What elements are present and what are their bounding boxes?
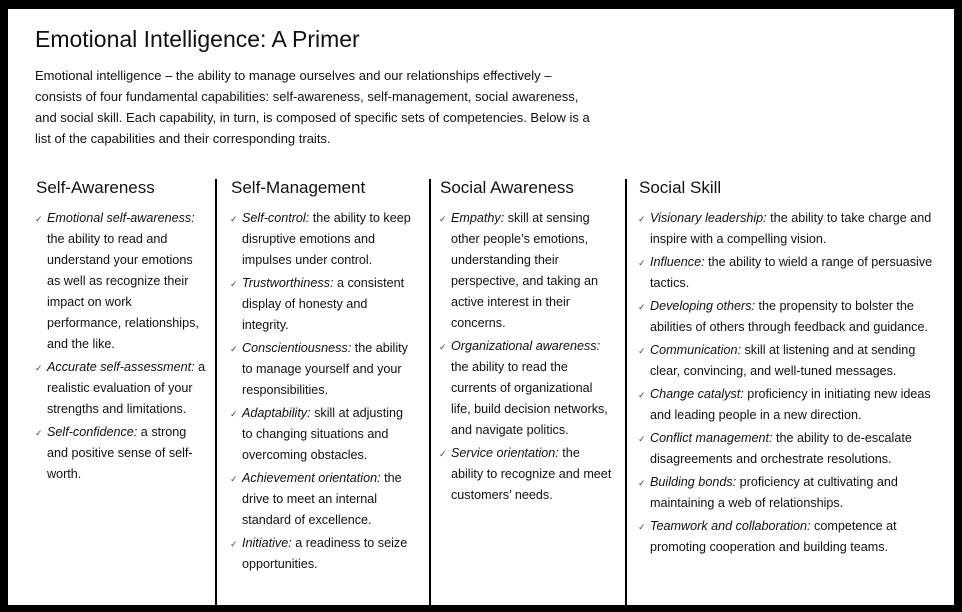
trait-term: Communication:: [650, 343, 741, 357]
trait-description: the ability to read and understand your emotions as well as recognize their impact on work performance, relationships, and the like.: [47, 232, 199, 351]
check-mark-icon: ✓: [230, 539, 238, 549]
trait-description: a strong and positive sense of self-worth.: [47, 425, 193, 481]
check-mark-icon: ✓: [439, 342, 447, 352]
intro-paragraph: Emotional intelligence – the ability to manage ourselves and our relationships effectively – consists of four fundamental capabilities: self-awareness, self-management, social awareness, and social skill. Each capability, in turn, is composed of specific sets of competencies. Below is a list of the capabilities and their corresponding traits.: [35, 68, 590, 146]
column-heading: Self-Management: [231, 178, 366, 197]
trait-item: [639, 296, 939, 338]
trait-description: skill at adjusting to changing situations and overcoming obstacles.: [242, 406, 404, 462]
trait-description: the ability to read the currents of organizational life, build decision networks, and navigate politics.: [451, 360, 608, 437]
trait-list: [440, 208, 612, 506]
trait-item: [231, 468, 411, 531]
trait-item: [231, 273, 411, 336]
trait-description: a realistic evaluation of your strengths and limitations.: [47, 360, 206, 416]
trait-description: skill at sensing other people’s emotions, understanding their perspective, and taking an active interest in their concerns.: [451, 211, 599, 330]
column-heading: Self-Awareness: [36, 178, 155, 197]
trait-item: [639, 252, 939, 294]
trait-item: [639, 208, 939, 250]
column-social-skill: [639, 177, 939, 560]
trait-description: the ability to de-escalate disagreements and orchestrate resolutions.: [650, 431, 912, 466]
trait-term: Initiative:: [242, 536, 292, 550]
trait-description: skill at listening and at sending clear, convincing, and well-tuned messages.: [650, 343, 916, 378]
check-mark-icon: ✓: [230, 214, 238, 224]
trait-description: a readiness to seize opportunities.: [242, 536, 408, 571]
trait-term: Influence:: [650, 255, 705, 269]
trait-term: Self-control:: [242, 211, 310, 225]
trait-item: [231, 208, 411, 271]
trait-term: Conscientiousness:: [242, 341, 352, 355]
trait-list: [231, 208, 411, 575]
trait-item: [231, 338, 411, 401]
column-heading: Social Skill: [639, 178, 722, 197]
check-mark-icon: ✓: [638, 390, 646, 400]
trait-term: Empathy:: [451, 211, 505, 225]
trait-term: Adaptability:: [242, 406, 311, 420]
trait-list: [36, 208, 208, 485]
column-self-awareness: [36, 177, 208, 487]
trait-term: Building bonds:: [650, 475, 737, 489]
trait-description: the propensity to bolster the abilities of others through feedback and guidance.: [650, 299, 928, 334]
trait-description: proficiency at cultivating and maintaining a web of relationships.: [650, 475, 898, 510]
trait-description: the ability to keep disruptive emotions and impulses under control.: [242, 211, 411, 267]
trait-item: [36, 208, 208, 355]
trait-term: Accurate self-assessment:: [47, 360, 195, 374]
page-title: Emotional Intelligence: A Primer: [35, 26, 360, 52]
trait-description: the drive to meet an internal standard of excellence.: [242, 471, 402, 527]
column-divider: [429, 179, 431, 607]
column-heading: Social Awareness: [440, 178, 574, 197]
trait-description: a consistent display of honesty and integrity.: [242, 276, 405, 332]
trait-item: [231, 533, 411, 575]
column-divider: [215, 179, 217, 607]
trait-list: [639, 208, 939, 558]
check-mark-icon: ✓: [638, 302, 646, 312]
check-mark-icon: ✓: [439, 214, 447, 224]
check-mark-icon: ✓: [638, 522, 646, 532]
check-mark-icon: ✓: [35, 363, 43, 373]
trait-term: Achievement orientation:: [242, 471, 381, 485]
trait-description: the ability to manage yourself and your responsibilities.: [242, 341, 408, 397]
trait-term: Service orientation:: [451, 446, 559, 460]
check-mark-icon: ✓: [638, 478, 646, 488]
trait-term: Self-confidence:: [47, 425, 138, 439]
trait-description: proficiency in initiating new ideas and leading people in a new direction.: [650, 387, 931, 422]
check-mark-icon: ✓: [230, 279, 238, 289]
trait-item: [639, 384, 939, 426]
trait-term: Emotional self-awareness:: [47, 211, 195, 225]
trait-term: Organizational awareness:: [451, 339, 601, 353]
trait-item: [440, 443, 612, 506]
column-self-management: [231, 177, 411, 577]
trait-term: Developing others:: [650, 299, 756, 313]
trait-item: [36, 422, 208, 485]
trait-item: [36, 357, 208, 420]
trait-item: [639, 340, 939, 382]
trait-term: Visionary leadership:: [650, 211, 767, 225]
trait-item: [440, 208, 612, 334]
document-page: [8, 9, 954, 605]
trait-term: Teamwork and collaboration:: [650, 519, 811, 533]
trait-item: [231, 403, 411, 466]
column-social-awareness: [440, 177, 612, 508]
trait-description: competence at promoting cooperation and building teams.: [650, 519, 897, 554]
trait-item: [639, 516, 939, 558]
trait-item: [639, 428, 939, 470]
trait-description: the ability to recognize and meet customers’ needs.: [451, 446, 612, 502]
check-mark-icon: ✓: [638, 258, 646, 268]
check-mark-icon: ✓: [230, 474, 238, 484]
check-mark-icon: ✓: [638, 346, 646, 356]
trait-item: [440, 336, 612, 441]
check-mark-icon: ✓: [230, 344, 238, 354]
trait-term: Conflict management:: [650, 431, 773, 445]
check-mark-icon: ✓: [35, 428, 43, 438]
trait-description: the ability to take charge and inspire with a compelling vision.: [650, 211, 932, 246]
trait-term: Change catalyst:: [650, 387, 744, 401]
check-mark-icon: ✓: [35, 214, 43, 224]
check-mark-icon: ✓: [638, 214, 646, 224]
trait-term: Trustworthiness:: [242, 276, 334, 290]
check-mark-icon: ✓: [230, 409, 238, 419]
trait-item: [639, 472, 939, 514]
check-mark-icon: ✓: [439, 449, 447, 459]
column-divider: [625, 179, 627, 607]
trait-description: the ability to wield a range of persuasive tactics.: [650, 255, 933, 290]
check-mark-icon: ✓: [638, 434, 646, 444]
